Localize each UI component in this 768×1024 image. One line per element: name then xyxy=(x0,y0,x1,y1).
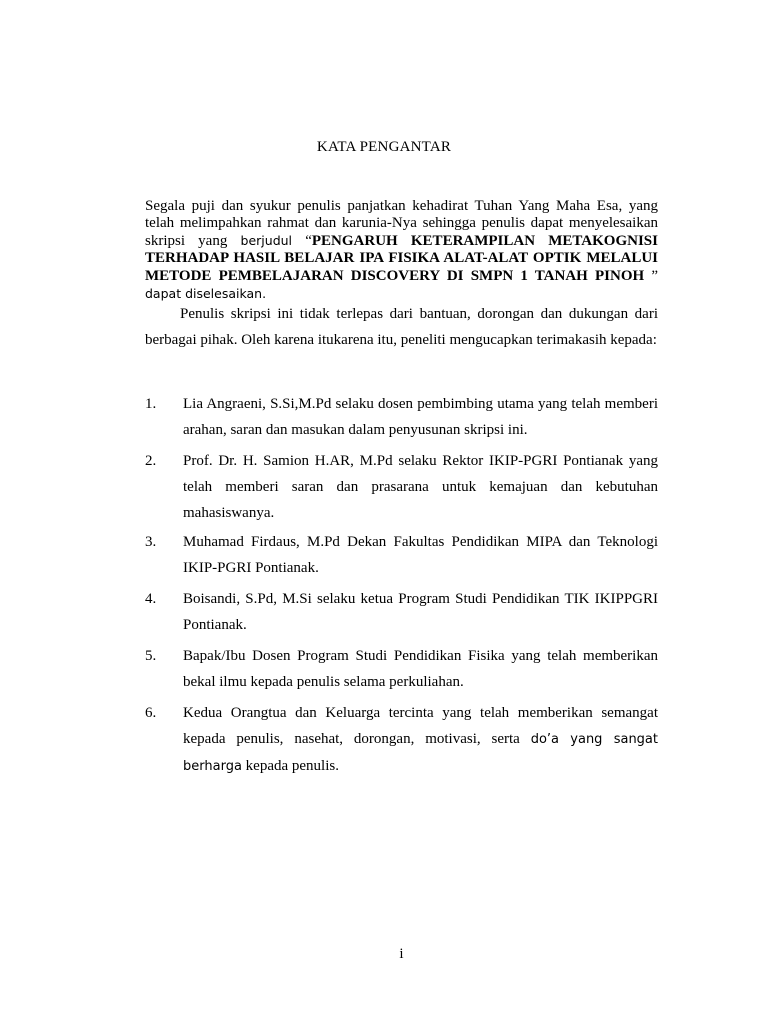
page-number: i xyxy=(399,946,404,962)
list-number: 4. xyxy=(145,591,157,607)
list-text xyxy=(183,700,658,780)
page-title: KATA PENGANTAR xyxy=(316,139,452,155)
list-text: Bapak/Ibu Dosen Program Studi Pendidikan Fisika yang telah memberikan bekal ilmu kepada penulis selama perkuliahan. xyxy=(183,648,658,690)
intro-paragraph xyxy=(145,198,658,303)
list-text-part: kepada penulis. xyxy=(241,758,339,774)
list-number: 3. xyxy=(145,534,157,550)
list-text: Boisandi, S.Pd, M.Si selaku ketua Program Studi Pendidikan TIK IKIPPGRI Pontianak. xyxy=(183,591,658,633)
list-number: 5. xyxy=(145,648,157,664)
list-number: 6. xyxy=(145,705,157,721)
thesis-title: PENGARUH KETERAMPILAN METAKOGNISI TERHADAP HASIL BELAJAR IPA FISIKA ALAT-ALAT OPTIK MELALUI METODE PEMBELAJARAN DISCOVERY DI SMPN 1 TANAH PINOH xyxy=(145,233,658,284)
intro-open-quote: “ xyxy=(292,233,312,249)
list-number: 1. xyxy=(145,396,157,412)
list-text-part: do’a yang sangat berharga xyxy=(183,732,658,774)
list-number: 2. xyxy=(145,453,157,469)
intro-close-quote: ” xyxy=(644,268,658,284)
intro-berjudul: berjudul xyxy=(240,233,293,248)
list-text-part: Kedua Orangtua dan Keluarga tercinta yang telah memberikan semangat kepada penulis, nasehat, dorongan, motivasi, serta xyxy=(183,705,658,747)
intro-ending: dapat diselesaikan. xyxy=(145,286,267,301)
list-text: Muhamad Firdaus, M.Pd Dekan Fakultas Pendidikan MIPA dan Teknologi IKIP-PGRI Pontianak. xyxy=(183,534,658,576)
list-text: Prof. Dr. H. Samion H.AR, M.Pd selaku Rektor IKIP-PGRI Pontianak yang telah memberi saran dan prasarana untuk kemajuan dan kebutuhan mahasiswanya. xyxy=(183,453,658,521)
acknowledgement-paragraph: Penulis skripsi ini tidak terlepas dari bantuan, dorongan dan dukungan dari berbagai pihak. Oleh karena itukarena itu, peneliti mengucapkan terimakasih kepada: xyxy=(145,306,658,348)
list-text: Lia Angraeni, S.Si,M.Pd selaku dosen pembimbing utama yang telah memberi arahan, saran dan masukan dalam penyusunan skripsi ini. xyxy=(183,396,658,438)
intro-text: Segala puji dan syukur penulis panjatkan kehadirat Tuhan Yang Maha Esa, yang telah melimpahkan rahmat dan karunia-Nya sehingga penulis dapat menyelesaikan skripsi yang xyxy=(145,198,658,249)
